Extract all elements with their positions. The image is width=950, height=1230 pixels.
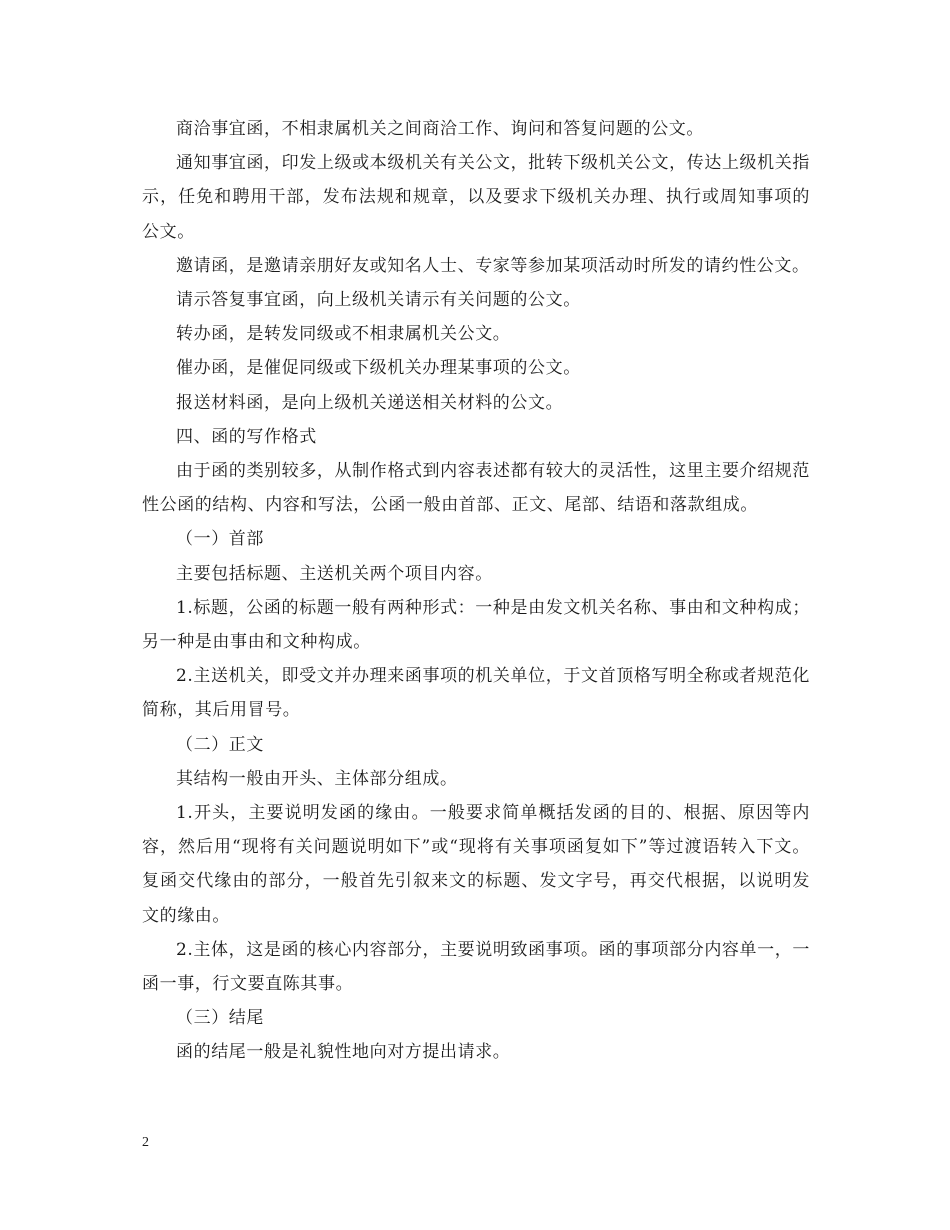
- paragraph-invitation-letter: 邀请函，是邀请亲朋好友或知名人士、专家等参加某项活动时所发的请约性公文。: [176, 255, 810, 276]
- subsection-heading-body: （二）正文: [176, 734, 264, 755]
- paragraph-body-structure: 其结构一般由开头、主体部分组成。: [176, 768, 458, 789]
- paragraph-header-contents: 主要包括标题、主送机关两个项目内容。: [176, 563, 493, 584]
- paragraph-materials-letter: 报送材料函，是向上级机关递送相关材料的公文。: [176, 392, 564, 413]
- paragraph-notification-letter: 通知事宜函，印发上级或本级机关有关公文，批转下级机关公文，传达上级机关指示，任免和聘用干部，发布法规和规章，以及要求下级机关办理、执行或周知事项的公文。: [142, 153, 810, 242]
- paragraph-reminder-letter: 催办函，是催促同级或下级机关办理某事项的公文。: [176, 358, 581, 379]
- section-heading-writing-format: 四、函的写作格式: [176, 426, 317, 447]
- paragraph-request-reply-letter: 请示答复事宜函，向上级机关请示有关问题的公文。: [176, 290, 581, 311]
- paragraph-opening-item: 1.开头，主要说明发函的缘由。一般要求简单概括发函的目的、根据、原因等内容，然后用“现将有关问题说明如下”或“现将有关事项函复如下”等过渡语转入下文。复函交代缘由的部分，一般首先引叙来文的标题、发文字号，再交代根据，以说明发文的缘由。: [142, 803, 810, 926]
- paragraph-format-intro: 由于函的类别较多，从制作格式到内容表述都有较大的灵活性，这里主要介绍规范性公函的结构、内容和写法，公函一般由首部、正文、尾部、结语和落款组成。: [142, 461, 810, 516]
- paragraph-main-body-item: 2.主体，这是函的核心内容部分，主要说明致函事项。函的事项部分内容单一，一函一事，行文要直陈其事。: [142, 939, 810, 995]
- document-body: [142, 112, 810, 1070]
- paragraph-title-item: 1.标题，公函的标题一般有两种形式：一种是由发文机关名称、事由和文种构成；另一种是由事由和文种构成。: [142, 597, 810, 653]
- paragraph-consultation-letter: 商洽事宜函，不相隶属机关之间商洽工作、询问和答复问题的公文。: [176, 119, 704, 139]
- paragraph-recipient-item: 2.主送机关，即受文并办理来函事项的机关单位，于文首顶格写明全称或者规范化简称，其后用冒号。: [142, 666, 810, 721]
- subsection-heading-ending: （三）结尾: [176, 1008, 264, 1029]
- paragraph-transfer-letter: 转办函，是转发同级或不相隶属机关公文。: [176, 324, 511, 345]
- page-number: 2: [142, 1135, 149, 1150]
- subsection-heading-header: （一）首部: [176, 529, 264, 550]
- paragraph-ending-content: 函的结尾一般是礼貌性地向对方提出请求。: [176, 1042, 511, 1063]
